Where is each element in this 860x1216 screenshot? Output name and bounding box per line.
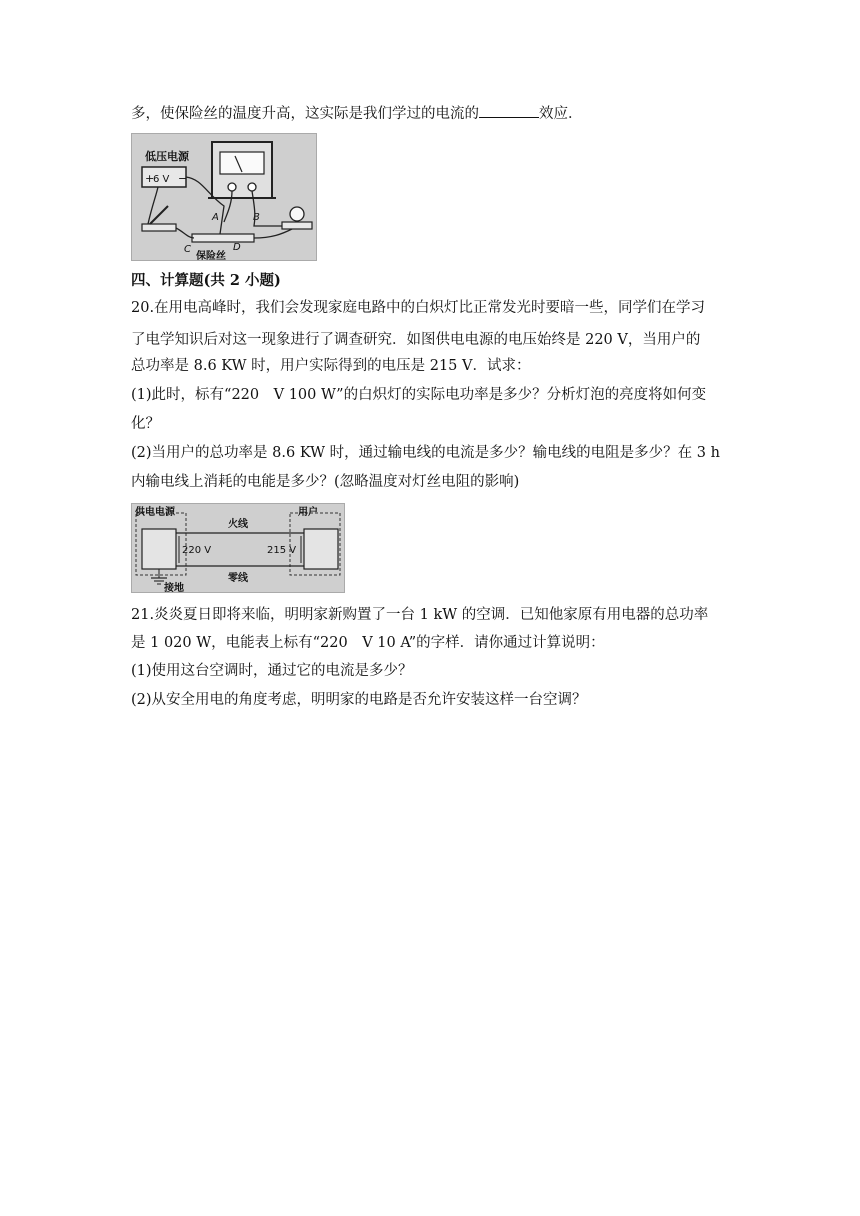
plus-sign: + — [145, 172, 155, 185]
q19-tail-text: 多，使保险丝的温度升高，这实际是我们学过的电流的 — [131, 106, 479, 122]
supply-box — [142, 529, 176, 569]
voltage-right-label: 215 V — [267, 545, 297, 556]
q20-part2-line-2: 内输电线上消耗的电能是多少？(忽略温度对灯丝电阻的影响) — [131, 474, 520, 490]
voltage-left-label: 220 V — [182, 545, 212, 556]
q19-tail-suffix: 效应． — [539, 106, 583, 122]
supply-label: 供电电源 — [135, 507, 175, 518]
live-wire-label: 火线 — [228, 519, 248, 530]
meter-terminal-left — [228, 183, 236, 191]
q20-line-3: 总功率是 8.6 KW 时，用户实际得到的电压是 215 V．试求： — [131, 358, 531, 374]
q21-line-2: 是 1 020 W，电能表上标有“220 V 10 A”的字样．请你通过计算说明： — [131, 635, 605, 651]
lamp-base — [282, 222, 312, 229]
fuse-label: 保险丝 — [196, 251, 226, 260]
section-title: 四、计算题(共 2 小题) — [131, 272, 281, 289]
switch-base — [142, 224, 176, 231]
q20-part2-line-1: (2)当用户的总功率是 8.6 KW 时，通过输电线的电流是多少？输电线的电阻是多少？在 3 h — [131, 445, 720, 461]
transmission-line-figure — [131, 503, 345, 593]
q20-line-1: 20.在用电高峰时，我们会发现家庭电路中的白炽灯比正常发光时要暗一些，同学们在学习 — [131, 300, 706, 316]
ground-label: 接地 — [164, 583, 184, 592]
user-label: 用户 — [298, 507, 318, 518]
fuse-circuit-diagram — [132, 134, 316, 260]
q21-part1: (1)使用这台空调时，通过它的电流是多少？ — [131, 663, 413, 679]
transmission-line-diagram — [132, 504, 344, 592]
wire-5 — [176, 228, 194, 238]
q21-part2: (2)从安全用电的角度考虑，明明家的电路是否允许安装这样一台空调？ — [131, 692, 587, 708]
minus-sign: − — [178, 172, 188, 185]
label-a: A — [212, 212, 219, 223]
q21-line-1: 21.炎炎夏日即将来临，明明家新购置了一台 1 kW 的空调．已知他家原有用电器的总功率 — [131, 607, 709, 623]
voltage-label: 6 V — [153, 174, 170, 185]
q20-part1-line-1: (1)此时，标有“220 V 100 W”的白炽灯的实际电功率是多少？分析灯泡的亮度将如何变 — [131, 387, 707, 403]
label-b: B — [253, 212, 260, 223]
q20-line-2: 了电学知识后对这一现象进行了调查研究．如图供电电源的电压始终是 220 V，当用户的 — [131, 332, 701, 348]
fuse-board — [192, 234, 254, 242]
user-box — [304, 529, 338, 569]
fuse-circuit-figure — [131, 133, 317, 261]
meter-terminal-right — [248, 183, 256, 191]
neutral-wire-label: 零线 — [228, 573, 248, 584]
label-c: C — [184, 244, 191, 255]
wire-6 — [254, 229, 292, 238]
label-d: D — [233, 242, 241, 253]
lamp-bulb-icon — [290, 207, 304, 221]
answer-blank — [479, 103, 539, 118]
q19-tail-line — [131, 103, 583, 124]
source-label: 低压电源 — [145, 150, 189, 163]
switch-lever — [150, 206, 168, 224]
q20-part1-line-2: 化？ — [131, 416, 160, 432]
